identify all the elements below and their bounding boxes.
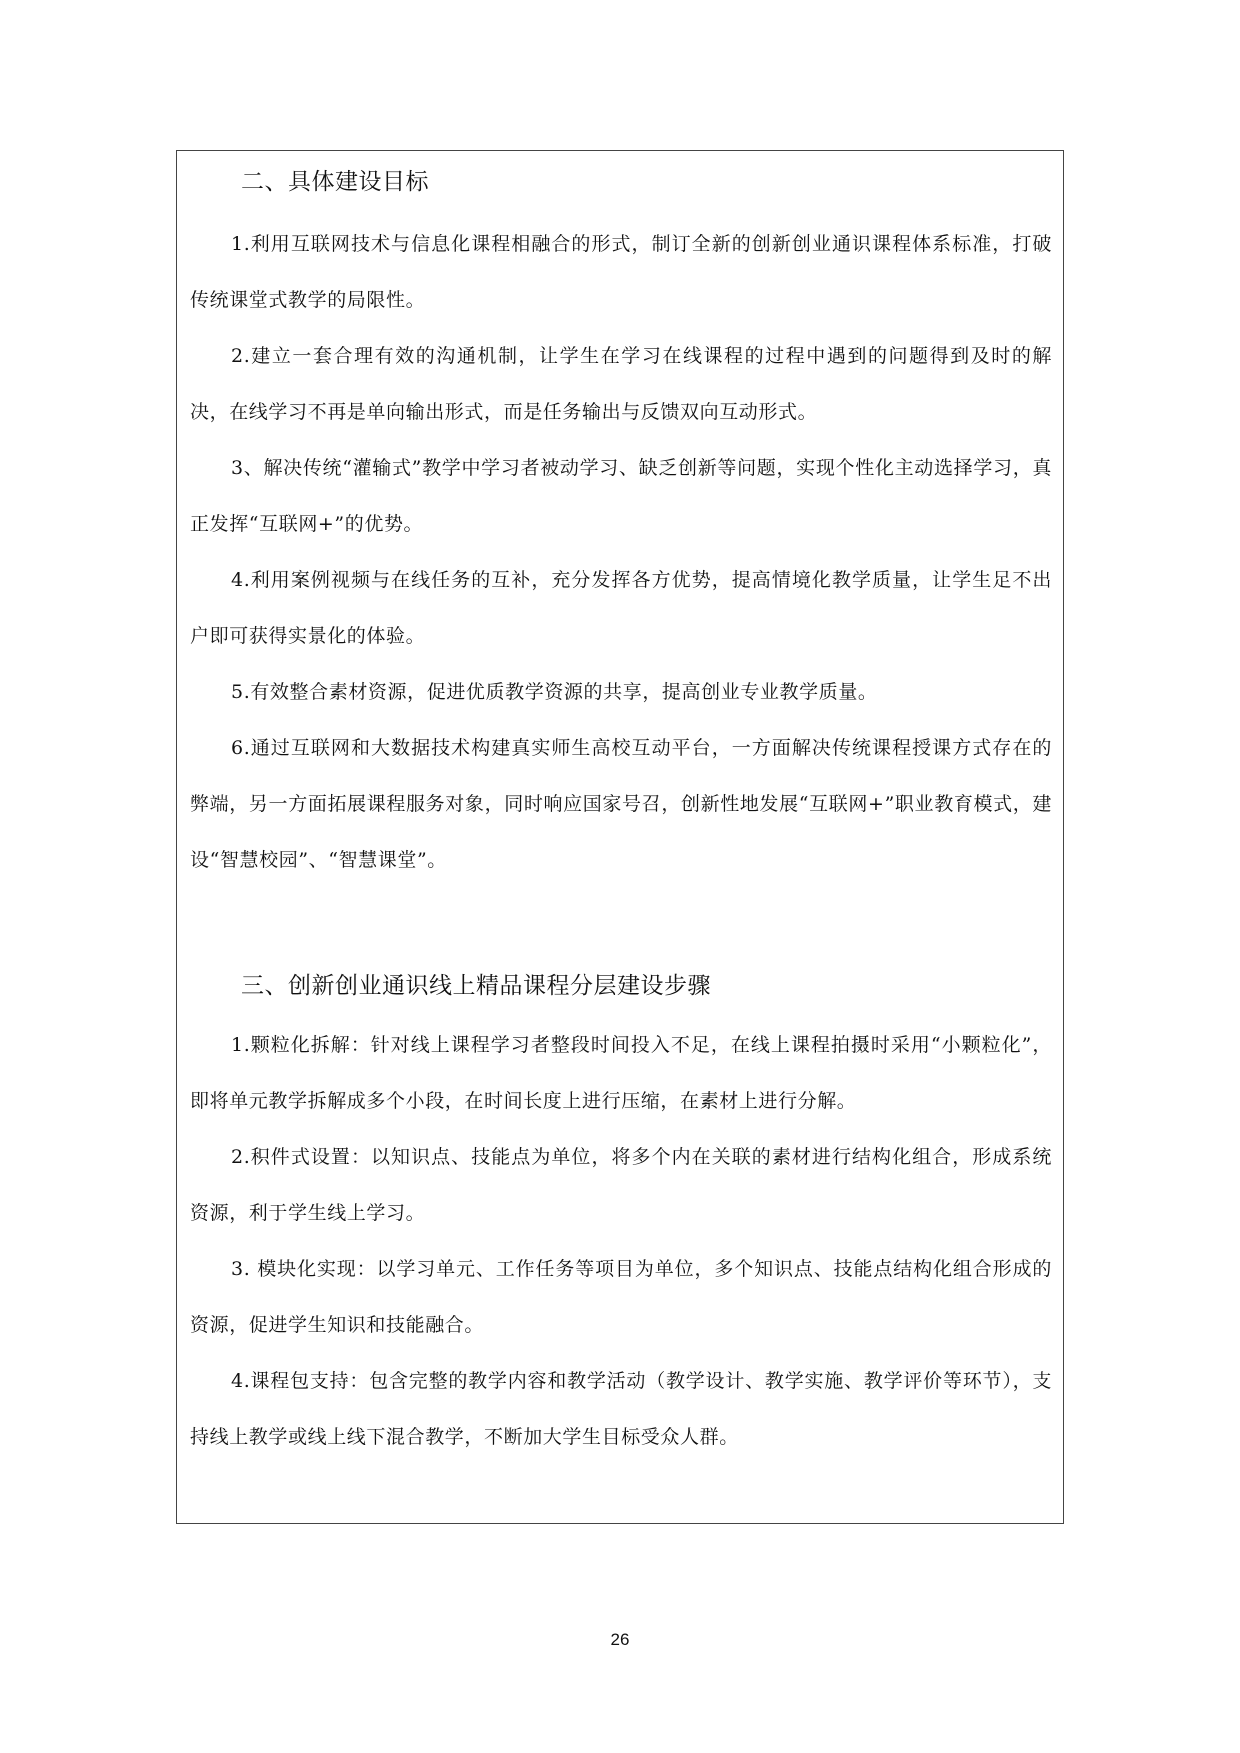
section-3-paragraph-3: 3. 模块化实现：以学习单元、工作任务等项目为单位，多个知识点、技能点结构化组合形成的资源，促进学生知识和技能融合。 (190, 1258, 1052, 1336)
section-3-paragraph-1: 1.颗粒化拆解：针对线上课程学习者整段时间投入不足，在线上课程拍摄时采用“小颗粒化”，即将单元教学拆解成多个小段，在时间长度上进行压缩，在素材上进行分解。 (190, 1034, 1052, 1112)
section-2-paragraph-3: 3、解决传统“灌输式”教学中学习者被动学习、缺乏创新等问题，实现个性化主动选择学习，真正发挥“互联网+”的优势。 (190, 457, 1052, 535)
section-2-paragraph-1: 1.利用互联网技术与信息化课程相融合的形式，制订全新的创新创业通识课程体系标准，打破传统课堂式教学的局限性。 (190, 233, 1052, 311)
section-2-paragraph-6: 6.通过互联网和大数据技术构建真实师生高校互动平台，一方面解决传统课程授课方式存在的弊端，另一方面拓展课程服务对象，同时响应国家号召，创新性地发展“互联网+”职业教育模式，建设“智慧校园”、“智慧课堂”。 (190, 737, 1052, 871)
section-3-paragraph-2: 2.积件式设置：以知识点、技能点为单位，将多个内在关联的素材进行结构化组合，形成系统资源，利于学生线上学习。 (190, 1146, 1052, 1224)
section-2-paragraph-5: 5.有效整合素材资源，促进优质教学资源的共享，提高创业专业教学质量。 (231, 681, 878, 703)
content-frame (176, 150, 1064, 1524)
section-2-paragraph-4: 4.利用案例视频与在线任务的互补，充分发挥各方优势，提高情境化教学质量，让学生足不出户即可获得实景化的体验。 (190, 569, 1052, 647)
section-3-paragraph-4: 4.课程包支持：包含完整的教学内容和教学活动（教学设计、教学实施、教学评价等环节），支持线上教学或线上线下混合教学，不断加大学生目标受众人群。 (190, 1370, 1052, 1448)
section-3-heading: 三、创新创业通识线上精品课程分层建设步骤 (241, 973, 711, 999)
page-number: 26 (610, 1630, 630, 1649)
section-2-paragraph-2: 2.建立一套合理有效的沟通机制，让学生在学习在线课程的过程中遇到的问题得到及时的解决，在线学习不再是单向输出形式，而是任务输出与反馈双向互动形式。 (190, 345, 1052, 423)
section-2-heading: 二、具体建设目标 (241, 169, 429, 195)
